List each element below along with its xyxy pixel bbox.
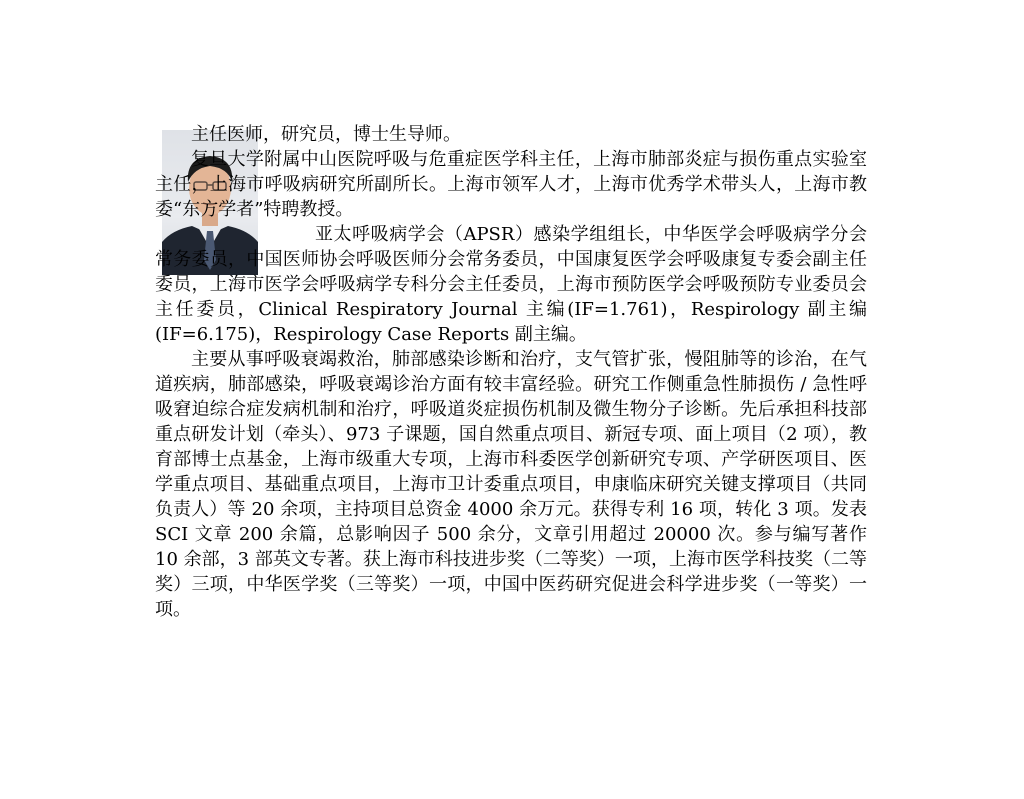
bio-text bbox=[155, 122, 867, 622]
bio-paragraph-1: 复旦大学附属中山医院呼吸与危重症医学科主任，上海市肺部炎症与损伤重点实验室主任，上海市呼吸病研究所副所长。上海市领军人才，上海市优秀学术带头人，上海市教委“东方学者”特聘教授。 bbox=[155, 149, 867, 220]
bio-paragraph-3: 主要从事呼吸衰竭救治，肺部感染诊断和治疗，支气管扩张，慢阻肺等的诊治，在气道疾病，肺部感染，呼吸衰竭诊治方面有较丰富经验。研究工作侧重急性肺损伤 / 急性呼吸窘迫综合症发病机制和治疗，呼吸道炎症损伤机制及微生物分子诊断。先后承担科技部重点研发计划（牵头）、973 子课题，国自然重点项目、新冠专项、面上项目（2 项），教育部博士点基金，上海市级重大专项，上海市科委医学创新研究专项、产学研医项目、医学重点项目、基础重点项目，上海市卫计委重点项目，申康临床研究关键支撑项目（共同负责人）等 20 余项，主持项目总资金 4000 余万元。获得专利 16 项，转化 3 项。发表 SCI 文章 200 余篇，总影响因子 500 余分，文章引用超过 20000 次。参与编写著作 10 余部，3 部英文专著。获上海市科技进步奖（二等奖）一项，上海市医学科技奖（二等奖）三项，中华医学奖（三等奖）一项，中国中医药研究促进会科学进步奖（一等奖）一项。 bbox=[155, 349, 867, 620]
bio-title-line: 主任医师，研究员，博士生导师。 bbox=[191, 124, 461, 145]
bio-paragraph-2: 亚太呼吸病学会（APSR）感染学组组长，中华医学会呼吸病学分会常务委员，中国医师协会呼吸医师分会常务委员，中国康复医学会呼吸康复专委会副主任委员，上海市医学会呼吸病学专科分会主任委员，上海市预防医学会呼吸预防专业委员会主任委员，Clinical Respiratory Journal 主编(IF=1.761)，Respirology 副主编(IF=6.175)，Respirology Case Reports 副主编。 bbox=[155, 224, 867, 345]
